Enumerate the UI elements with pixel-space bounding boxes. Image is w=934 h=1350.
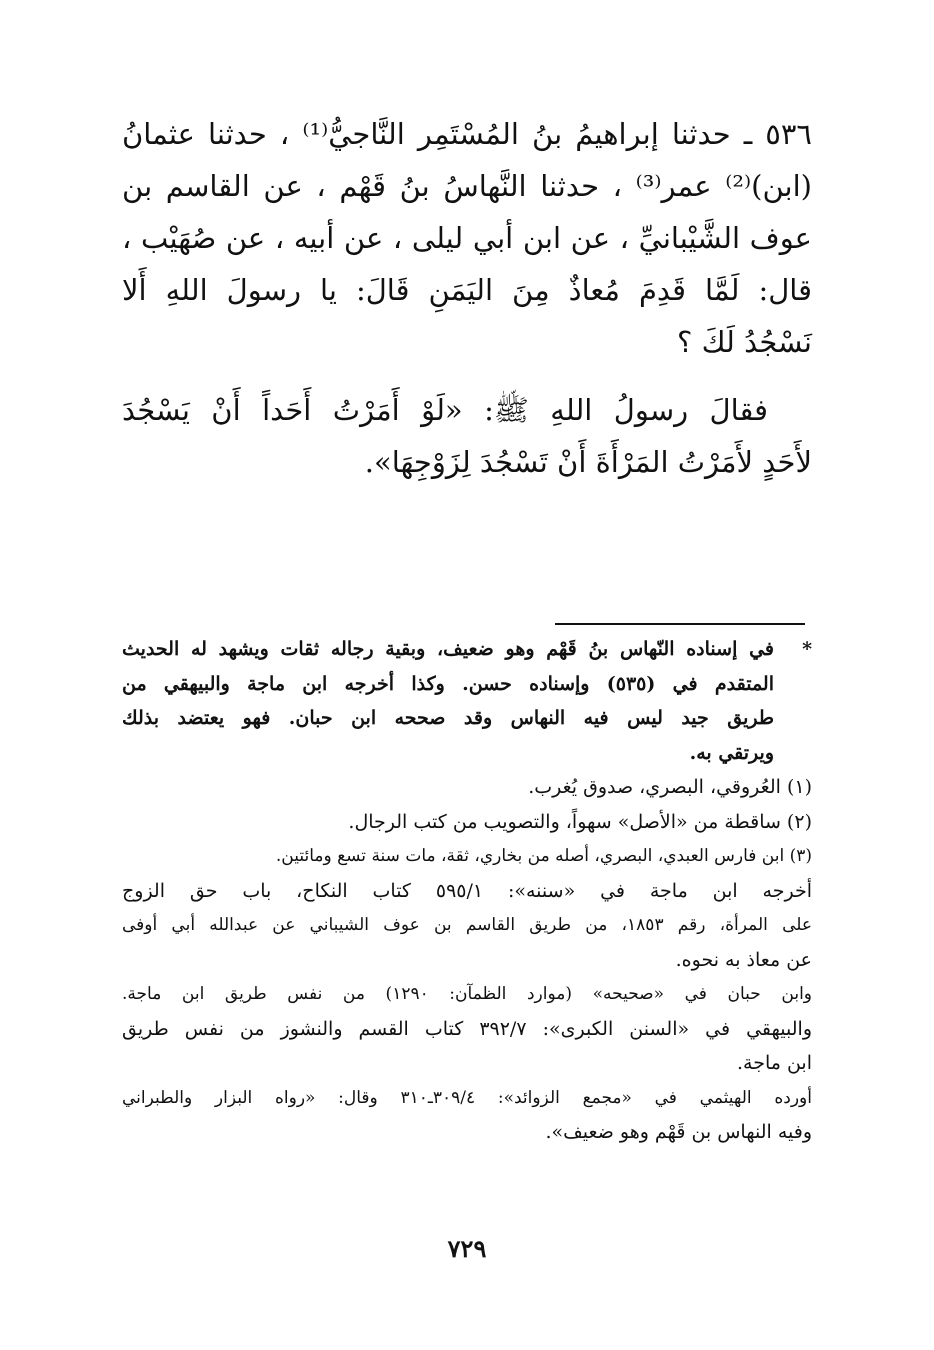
page-number: ٧٢٩ [447,1234,487,1263]
takhrij-line: والبيهقي في «السنن الكبرى»: ٣٩٢/٧ كتاب القسم والنشوز من نفس طريق [122,1017,812,1040]
footnote-1: (١) العُروقي، البصري، صدوق يُغرب. [528,776,812,798]
footnote-separator [555,623,805,625]
footnote-star-line: * في إسناده النّهاس بنُ قَهْم وهو ضعيف، وبقية رجاله ثقات ويشهد له الحديث [122,632,812,667]
footnote-star-line: المتقدم في (٥٣٥) وإسناده حسن. وكذا أخرجه ابن ماجة والبيهقي من [122,672,775,695]
hadith-line: (ابن)⁽²⁾ عمر⁽³⁾ ، حدثنا النَّهاسُ بنُ قَهْم ، عن القاسم بن [122,169,812,203]
star-marker: * [802,638,812,660]
takhrij-line: على المرأة، رقم ١٨٥٣، من طريق القاسم بن عوف الشيباني عن عبدالله أبي أوفى [122,915,813,935]
takhrij-line: ابن ماجة. [736,1052,812,1074]
hadith-line: ٥٣٦ ـ حدثنا إبراهيمُ بنُ المُسْتَمِر النَّاجيُّ⁽¹⁾ ، حدثنا عثمانُ [122,117,812,151]
hadith-line: عوف الشَّيْبانيِّ ، عن ابن أبي ليلى ، عن أبيه ، عن صُهَيْب ، [122,221,812,255]
hadith-line: فقالَ رسولُ اللهِ ﷺ: «لَوْ أَمَرْتُ أَحَداً أَنْ يَسْجُدَ [122,393,768,427]
footnote-3: (٣) ابن فارس العبدي، البصري، أصله من بخاري، ثقة، مات سنة تسع ومائتين. [275,846,812,866]
takhrij-line: عن معاذ به نحوه. [675,948,812,971]
footnote-2: (٢) ساقطة من «الأصل» سهواً، والتصويب من كتب الرجال. [348,810,812,833]
takhrij-line: أورده الهيثمي في «مجمع الزوائد»: ٣٠٩/٤ـ٣١٠ وقال: «رواه البزار والطبراني [122,1087,812,1108]
hadith-line: نَسْجُدُ لَكَ ؟ [677,325,812,359]
hadith-line: لأَحَدٍ لأَمَرْتُ المَرْأَةَ أَنْ تَسْجُدَ لِزَوْجِهَا». [364,445,812,479]
takhrij-line: وابن حبان في «صحيحه» (موارد الظمآن: ١٢٩٠) من نفس طريق ابن ماجة. [122,984,812,1004]
takhrij-line: أخرجه ابن ماجة في «سننه»: ٥٩٥/١ كتاب النكاح، باب حق الزوج [122,879,812,902]
footnote-star-line: طريق جيد ليس فيه النهاس وقد صححه ابن حبان. فهو يعتضد بذلك [122,707,774,729]
hadith-line: قال: لَمَّا قَدِمَ مُعاذٌ مِنَ اليَمَنِ قَالَ: يا رسولَ اللهِ أَلا [122,273,812,307]
footnotes [122,632,812,1150]
takhrij-line: وفيه النهاس بن قَهْم وهو ضعيف». [545,1121,812,1143]
footnote-star-line: ويرتقي به. [689,741,774,764]
hadith-text [122,108,812,488]
